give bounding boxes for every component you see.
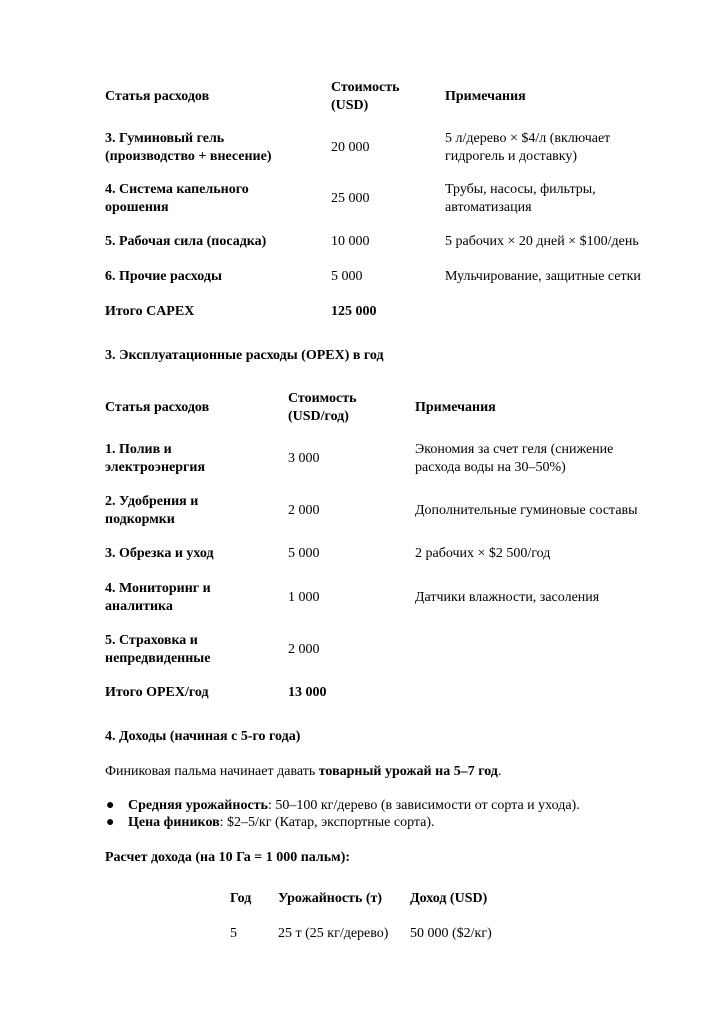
- income-header-year: Год: [230, 891, 252, 906]
- income-intro-end: .: [497, 764, 502, 779]
- opex-header-cost: Стоимость (USD/год): [288, 391, 357, 424]
- opex-row-cost: 5 000: [288, 546, 320, 561]
- income-header-income: Доход (USD): [410, 891, 488, 906]
- capex-header-notes: Примечания: [445, 89, 526, 104]
- capex-total-value: 125 000: [331, 304, 377, 319]
- capex-header-item: Статья расходов: [105, 89, 210, 104]
- opex-heading: 3. Эксплуатационные расходы (OPEX) в год: [105, 348, 384, 363]
- capex-row-notes: 5 рабочих × 20 дней × $100/день: [445, 234, 639, 249]
- income-intro: [105, 763, 501, 781]
- income-row-income: 50 000 ($2/кг): [410, 926, 492, 941]
- bullet-label: Средняя урожайность: [128, 798, 268, 813]
- bullet-icon: ●: [106, 815, 115, 830]
- income-intro-bold: товарный урожай на 5–7 год: [318, 764, 498, 779]
- capex-header-cost: Стоимость (USD): [331, 80, 400, 113]
- capex-row-cost: 5 000: [331, 269, 363, 284]
- capex-row-cost: 10 000: [331, 234, 370, 249]
- opex-row-notes: Дополнительные гуминовые составы: [415, 503, 638, 518]
- income-intro-text: Финиковая пальма начинает давать: [105, 764, 319, 779]
- opex-header-item: Статья расходов: [105, 400, 210, 415]
- opex-row-item: 4. Мониторинг и аналитика: [105, 581, 211, 614]
- opex-row-notes: 2 рабочих × $2 500/год: [415, 546, 551, 561]
- opex-row-cost: 3 000: [288, 451, 320, 466]
- capex-row-notes: Трубы, насосы, фильтры, автоматизация: [445, 182, 596, 215]
- opex-row-cost: 2 000: [288, 642, 320, 657]
- capex-row-notes: 5 л/дерево × $4/л (включает гидрогель и доставку): [445, 131, 611, 164]
- opex-row-item: 2. Удобрения и подкормки: [105, 494, 199, 527]
- opex-row-cost: 1 000: [288, 590, 320, 605]
- capex-row-cost: 20 000: [331, 140, 370, 155]
- bullet-icon: ●: [106, 798, 115, 813]
- capex-row-item: 3. Гуминовый гель (производство + внесение): [105, 131, 272, 164]
- income-row-yield: 25 т (25 кг/дерево): [278, 926, 389, 941]
- capex-row-item: 6. Прочие расходы: [105, 269, 222, 284]
- opex-header-notes: Примечания: [415, 400, 496, 415]
- opex-row-notes: Датчики влажности, засоления: [415, 590, 600, 605]
- income-row-year: 5: [230, 926, 237, 941]
- capex-total-label: Итого CAPEX: [105, 304, 195, 319]
- bullet-text: : $2–5/кг (Катар, экспортные сорта).: [219, 815, 435, 830]
- opex-row-item: 3. Обрезка и уход: [105, 546, 214, 561]
- income-heading: 4. Доходы (начиная с 5-го года): [105, 729, 301, 744]
- capex-row-item: 5. Рабочая сила (посадка): [105, 234, 267, 249]
- opex-total-label: Итого OPEX/год: [105, 685, 209, 700]
- capex-row-cost: 25 000: [331, 191, 370, 206]
- opex-row-item: 1. Полив и электроэнергия: [105, 442, 206, 475]
- opex-row-item: 5. Страховка и непредвиденные: [105, 633, 211, 666]
- capex-row-notes: Мульчирование, защитные сетки: [445, 269, 641, 284]
- opex-row-notes: Экономия за счет геля (снижение расхода воды на 30–50%): [415, 442, 614, 475]
- list-item: [106, 797, 580, 815]
- bullet-label: Цена фиников: [128, 815, 220, 830]
- opex-row-cost: 2 000: [288, 503, 320, 518]
- bullet-text: : 50–100 кг/дерево (в зависимости от сорта и ухода).: [267, 798, 580, 813]
- income-header-yield: Урожайность (т): [278, 891, 383, 906]
- capex-row-item: 4. Система капельного орошения: [105, 182, 249, 215]
- list-item: [106, 814, 435, 832]
- income-calc-heading: Расчет дохода (на 10 Га = 1 000 пальм):: [105, 850, 351, 865]
- opex-total-value: 13 000: [288, 685, 327, 700]
